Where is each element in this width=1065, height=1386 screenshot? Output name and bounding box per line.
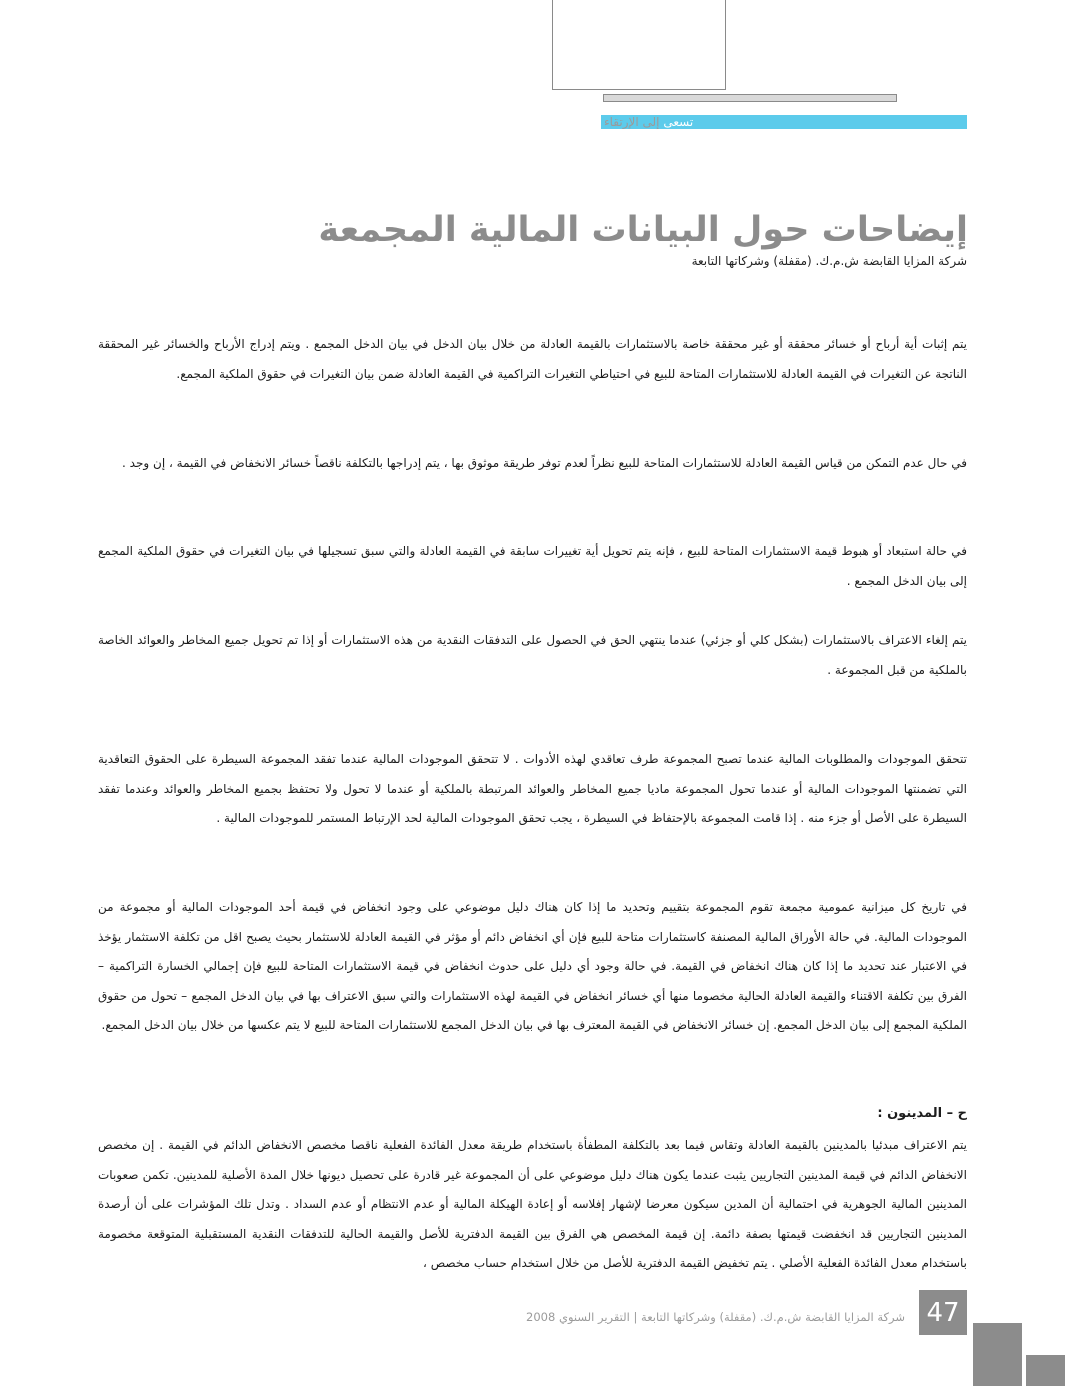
page-subtitle: شركة المزايا القابضة ش.م.ك. (مقفلة) وشركاتها التابعة — [691, 254, 967, 268]
paragraph-afs-cost: في حال عدم التمكن من قياس القيمة العادلة للاستثمارات المتاحة للبيع نظراً لعدم توفر طريقة موثوق بها ، يتم إدراجها بالتكلفة ناقصاً خسائر الانخفاض في القيمة ، إن وجد . — [122, 456, 967, 470]
header-decorative-bar — [603, 94, 897, 102]
page-title: إيضاحات حول البيانات المالية المجمعة — [318, 210, 968, 250]
paragraph-fvtpl-gains: يتم إثبات أية أرباح أو خسائر محققة أو غير محققة خاصة بالاستثمارات بالقيمة العادلة من خلال بيان الدخل في بيان الدخل المجمع . ويتم إدراج الأرباح والخسائر غير المحققة الناتجة عن التغيرات في القيمة العادلة للاستثمارات المتاحة للبيع في احتياطي التغيرات التراكمية في القيمة العادلة ضمن بيان التغيرات في حقوق الملكية المجمع. — [98, 337, 967, 381]
section-heading-receivables: ح – المدينون : — [877, 1106, 967, 1121]
paragraph-derecognition: يتم إلغاء الاعتراف بالاستثمارات (بشكل كلي أو جزئي) عندما ينتهي الحق في الحصول على التدفقات النقدية من هذه الاستثمارات أو إذا تم تحويل جميع المخاطر والعوائد الخاصة بالملكية من قبل المجموعة . — [98, 633, 967, 677]
footer-decorative-square-small — [1026, 1355, 1065, 1386]
footer-text: شركة المزايا القابضة ش.م.ك. (مقفلة) وشركاتها التابعة | التقرير السنوي 2008 — [526, 1310, 905, 1324]
tagline-highlight: تسعى — [663, 115, 694, 129]
tagline-rest: إلى الإرتقاء — [604, 115, 660, 129]
header-tagline — [604, 114, 693, 130]
paragraph-receivables: يتم الاعتراف مبدئيا بالمدينين بالقيمة العادلة وتقاس فيما بعد بالتكلفة المطفأة باستخدام طريقة معدل الفائدة الفعلية ناقصا مخصص الانخفاض الدائم في القيمة . إن مخصص الانخفاض الدائم في قيمة المدينين التجاريين يثبت عندما يكون هناك دليل موضوعي على أن المجموعة غير قادرة على تحصيل ديونها خلال المدة الأصلية للمدينين. تكمن صعوبات المدينين المالية الجوهرية في احتمالية أن المدين سيكون معرضا لإشهار إفلاسه أو إعادة الهيكلة المالية أو عدم الانتظام أو عدم السداد . وتدل تلك المؤشرات على أن أرصدة المدينين التجاريين قد انخفضت قيمتها بصفة دائمة. إن قيمة المخصص هي الفرق بين القيمة الدفترية للأصل والقيمة الحالية للتدفقات النقدية المستقبلية المتوقعة مخصومة باستخدام معدل الفائدة الفعلية الأصلي . يتم تخفيض القيمة الدفترية للأصل من خلال استخدام حساب مخصص ، — [98, 1138, 967, 1270]
paragraph-impairment: في تاريخ كل ميزانية عمومية مجمعة تقوم المجموعة بتقييم وتحديد ما إذا كان هناك دليل موضوعي على وجود انخفاض في قيمة أحد الموجودات المالية أو مجموعة من الموجودات المالية. في حالة الأوراق المالية المصنفة كاستثمارات متاحة للبيع فإن أي انخفاض دائم أو مؤثر في القيمة العادلة للاستثمار بحيث يصبح اقل من تكلفة الاستثمار يؤخذ في الاعتبار عند تحديد ما إذا كان هناك انخفاض في القيمة. في حالة وجود أي دليل على حدوث انخفاض في قيمة الاستثمارات المتاحة للبيع فإن إجمالي الخسارة التراكمية – الفرق بين تكلفة الاقتناء والقيمة العادلة الحالية مخصوما منها أي خسائر انخفاض في القيمة لهذه الاستثمارات والتي سبق الاعتراف بها في بيان الدخل المجمع – تحول من حقوق الملكية المجمع إلى بيان الدخل المجمع. إن خسائر الانخفاض في القيمة المعترف بها في بيان الدخل المجمع للاستثمارات المتاحة للبيع لا يتم عكسها من خلال بيان الدخل المجمع. — [98, 900, 967, 1032]
page-number: 47 — [919, 1290, 967, 1335]
paragraph-afs-disposal: في حالة استبعاد أو هبوط قيمة الاستثمارات المتاحة للبيع ، فإنه يتم تحويل أية تغييرات سابقة في القيمة العادلة والتي سبق تسجيلها في بيان التغيرات في حقوق الملكية المجمع إلى بيان الدخل المجمع . — [98, 544, 967, 588]
paragraph-recognition: تتحقق الموجودات والمطلوبات المالية عندما تصبح المجموعة طرف تعاقدي لهذه الأدوات . لا تتحقق الموجودات المالية عندما تفقد المجموعة السيطرة على الحقوق التعاقدية التي تضمنتها الموجودات المالية أو عندما تحول المجموعة ماديا جميع المخاطر والعوائد المرتبطة بالملكية أو عندما لا تحول ولا تحتفظ بجميع المخاطر والعوائد وعندما تفقد السيطرة على الأصل أو جزء منه . إذا قامت المجموعة بالإحتفاظ في السيطرة ، يجب تحقق الموجودات المالية لحد الإرتباط المستمر للموجودات المالية . — [98, 752, 967, 825]
header-decorative-frame — [552, 0, 726, 90]
footer-decorative-square — [973, 1323, 1022, 1386]
